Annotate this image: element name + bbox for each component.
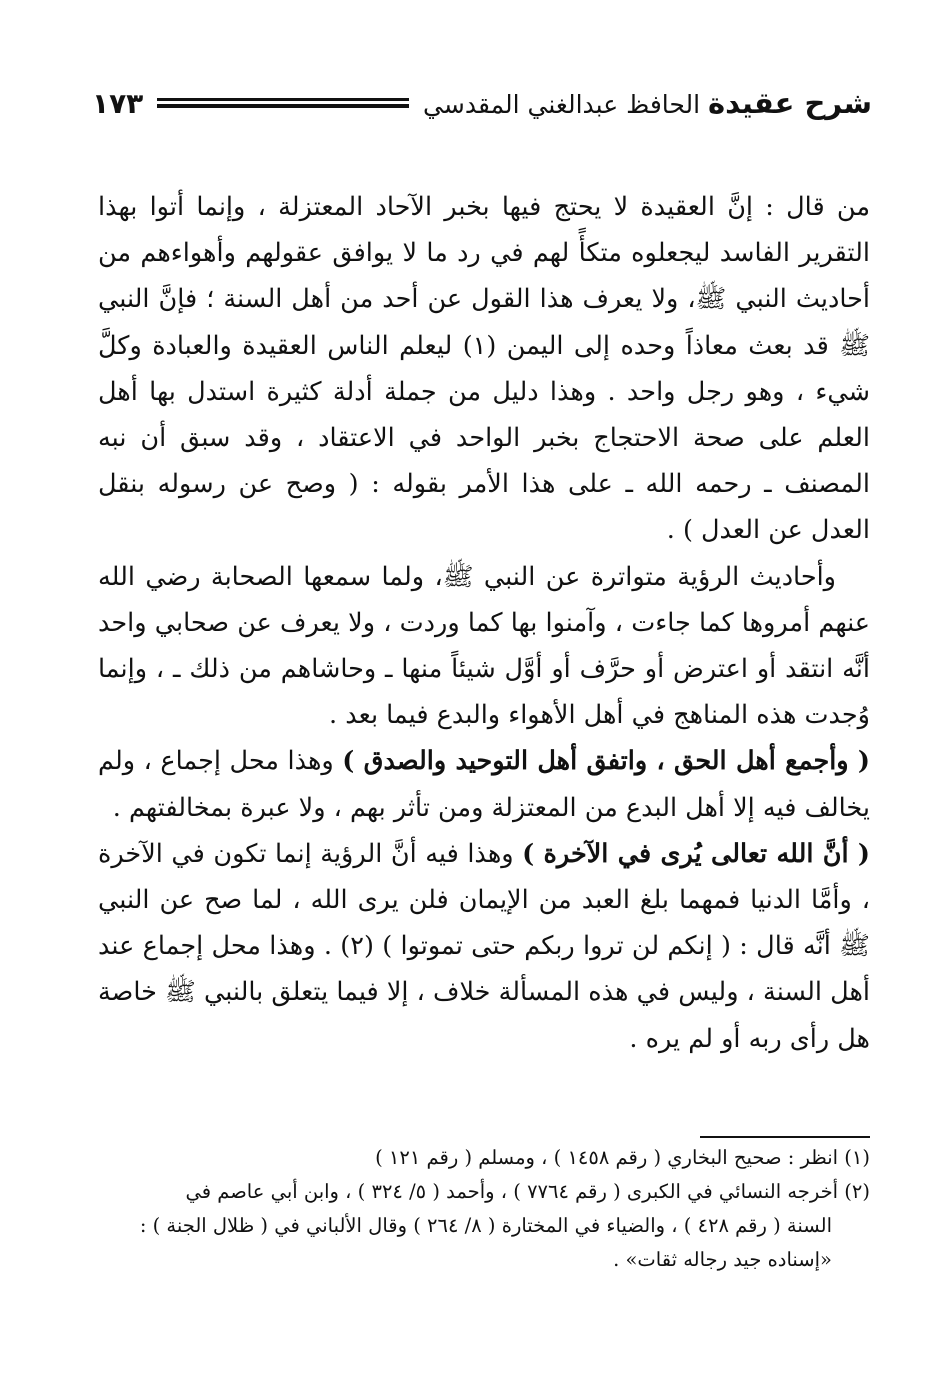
page-number: ١٧٣ xyxy=(92,86,144,120)
paragraph-text: من قال : إنَّ العقيدة لا يحتج فيها بخبر الآحاد المعتزلة ، وإنما أتوا بهذا التقرير الفاسد ليجعلوه متكأً لهم في رد ما لا يوافق عقولهم وأهواءهم من أحاديث النبي ﷺ، ولا يعرف هذا القول عن أحد من أهل السنة ؛ فإنَّ النبي ﷺ قد بعث معاذاً وحده إلى اليمن (١) ليعلم الناس العقيدة والعبادة وكلَّ شيء ، وهو رجل واحد . وهذا دليل من جملة أدلة كثيرة استدل بها أهل العلم على صحة الاحتجاج بخبر الواحد في الاعتقاد ، وقد سبق أن نبه المصنف ـ رحمه الله ـ على هذا الأمر بقوله : ( وصح عن رسوله بنقل العدل عن العدل ) . xyxy=(98,192,870,546)
book-title-strong: شرح عقيدة xyxy=(708,86,872,120)
quoted-matn: ( وأجمع أهل الحق ، واتفق أهل التوحيد والصدق ) xyxy=(342,746,870,777)
footnotes xyxy=(100,1141,870,1277)
paragraph-2 xyxy=(98,554,870,739)
paragraph-3 xyxy=(98,738,870,830)
main-text xyxy=(98,184,870,1062)
paragraph-text: وأحاديث الرؤية متواترة عن النبي ﷺ، ولما سمعها الصحابة رضي الله عنهم أمروها كما جاءت ، وآمنوا بها كما وردت ، ولا يعرف عن صحابي واحد أنَّه انتقد أو اعترض أو حرَّف أو أوَّل شيئاً منها ـ وحاشاهم من ذلك ـ ، وإنما وُجدت هذه المناهج في أهل الأهواء والبدع فيما بعد . xyxy=(98,561,870,731)
book-title-rest: الحافظ عبدالغني المقدسي xyxy=(423,90,701,119)
paragraph-4 xyxy=(98,831,870,1062)
book-title xyxy=(423,86,872,120)
footnote-1: (١) انظر : صحيح البخاري ( رقم ١٤٥٨ ) ، ومسلم ( رقم ١٢١ ) xyxy=(375,1146,870,1169)
header-rule xyxy=(157,98,409,109)
footnote-2-line-1: (٢) أخرجه النسائي في الكبرى ( رقم ٧٧٦٤ ) ، وأحمد ( ٥/ ٣٢٤ ) ، وابن أبي عاصم في xyxy=(185,1180,870,1203)
running-header xyxy=(92,78,872,128)
paragraph-text: وهذا محل إجماع ، ولم يخالف فيه إلا أهل البدع من المعتزلة ومن تأثر بهم ، ولا عبرة بمخالفتهم . xyxy=(98,746,870,823)
quoted-matn: ( أنَّ الله تعالى يُرى في الآخرة ) xyxy=(522,838,870,869)
footnote-separator xyxy=(700,1136,870,1138)
footnote-2-line-2: السنة ( رقم ٤٢٨ ) ، والضياء في المختارة ( ٨/ ٢٦٤ ) وقال الألباني في ( ظلال الجنة ) : xyxy=(139,1214,832,1237)
paragraph-text: وهذا فيه أنَّ الرؤية إنما تكون في الآخرة ، وأمَّا الدنيا فمهما بلغ العبد من الإيمان فلن يرى الله ، لما صح عن النبي ﷺ أنَّه قال : ( إنكم لن تروا ربكم حتى تموتوا ) (٢) . وهذا محل إجماع عند أهل السنة ، وليس في هذه المسألة خلاف ، إلا فيما يتعلق بالنبي ﷺ خاصة هل رأى ربه أو لم يره . xyxy=(98,838,870,1054)
footnote-2-line-3: «إسناده جيد رجاله ثقات» . xyxy=(613,1248,832,1271)
paragraph-1 xyxy=(98,184,870,554)
